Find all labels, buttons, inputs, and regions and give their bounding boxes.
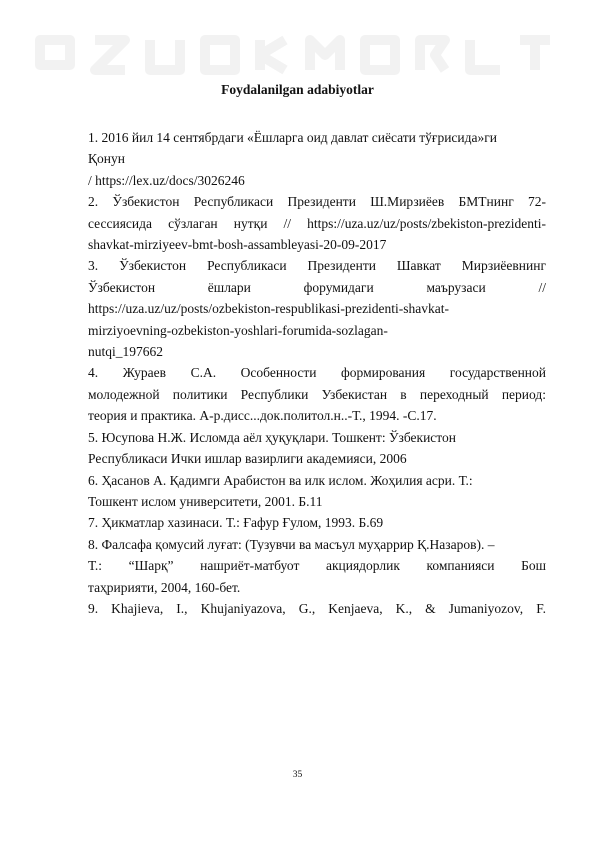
reference-item [88, 534, 546, 598]
reference-line: сессиясида сўзлаган нутқи // https://uza.uz/uz/posts/zbekiston-prezidenti- [88, 215, 546, 231]
reference-item [88, 362, 546, 426]
reference-line: 2. Ўзбекистон Республикаси Президенти Ш.Мирзиёев БМТнинг 72- [88, 194, 546, 210]
reference-line: молодежной политики Республики Узбекистан в переходный период: [88, 386, 546, 402]
reference-item [88, 255, 546, 362]
reference-line: 7. Ҳикматлар хазинаси. Т.: Ғафур Ғулом, 1993. Б.69 [88, 515, 384, 531]
reference-line: Республикаси Ички ишлар вазирлиги академияси, 2006 [88, 451, 407, 467]
reference-line: 3. Ўзбекистон Республикаси Президенти Шавкат Мирзиёевнинг [88, 258, 546, 274]
reference-line: shavkat-mirziyeev-bmt-bosh-assambleyasi-20-09-2017 [88, 237, 387, 253]
reference-line: теория и практика. А-р.дисс...док.политол.н..-Т., 1994. -С.17. [88, 408, 437, 424]
reference-item [88, 191, 546, 255]
reference-line: Қонун [88, 151, 125, 167]
reference-item [88, 598, 546, 619]
page-title: Foydalanilgan adabiyotlar [221, 82, 374, 97]
reference-line: Ўзбекистон ёшлари форумидаги маърузаси // [88, 279, 546, 295]
reference-line: https://uza.uz/uz/posts/ozbekiston-respublikasi-prezidenti-shavkat- [88, 301, 450, 317]
reference-line: таҳририяти, 2004, 160-бет. [88, 579, 241, 595]
reference-line: Тошкент ислом университети, 2001. Б.11 [88, 493, 323, 509]
reference-line: 1. 2016 йил 14 сентябрдаги «Ёшларга оид давлат сиёсати тўғрисида»ги [88, 130, 498, 145]
reference-list [88, 127, 546, 619]
reference-item [88, 470, 546, 513]
reference-item [88, 127, 546, 191]
page-number: 35 [292, 770, 303, 780]
reference-line: 6. Ҳасанов А. Қадимги Арабистон ва илк ислом. Жоҳилия асри. Т.: [88, 472, 473, 488]
reference-item [88, 512, 546, 533]
reference-line: 8. Фалсафа қомусий луғат: (Тузувчи ва масъул муҳаррир Қ.Назаров). – [88, 536, 495, 552]
reference-line: / https://lex.uz/docs/3026246 [88, 172, 245, 188]
reference-line: 5. Юсупова Н.Ж. Исломда аёл ҳуқуқлари. Тошкент: Ўзбекистон [88, 429, 457, 445]
reference-line: 9. Khajieva, I., Khujaniyazova, G., Kenjaeva, K., & Jumaniyozov, F. [88, 600, 546, 616]
reference-line: Т.: “Шарқ” нашриёт-матбуот акциядорлик компанияси Бош [88, 558, 546, 574]
reference-line: nutqi_197662 [88, 344, 164, 360]
reference-line: 4. Жураев С.А. Особенности формирования государственной [88, 365, 546, 381]
reference-line: mirziyoevning-ozbekiston-yoshlari-forumida-sozlagan- [88, 322, 388, 338]
reference-item [88, 427, 546, 470]
